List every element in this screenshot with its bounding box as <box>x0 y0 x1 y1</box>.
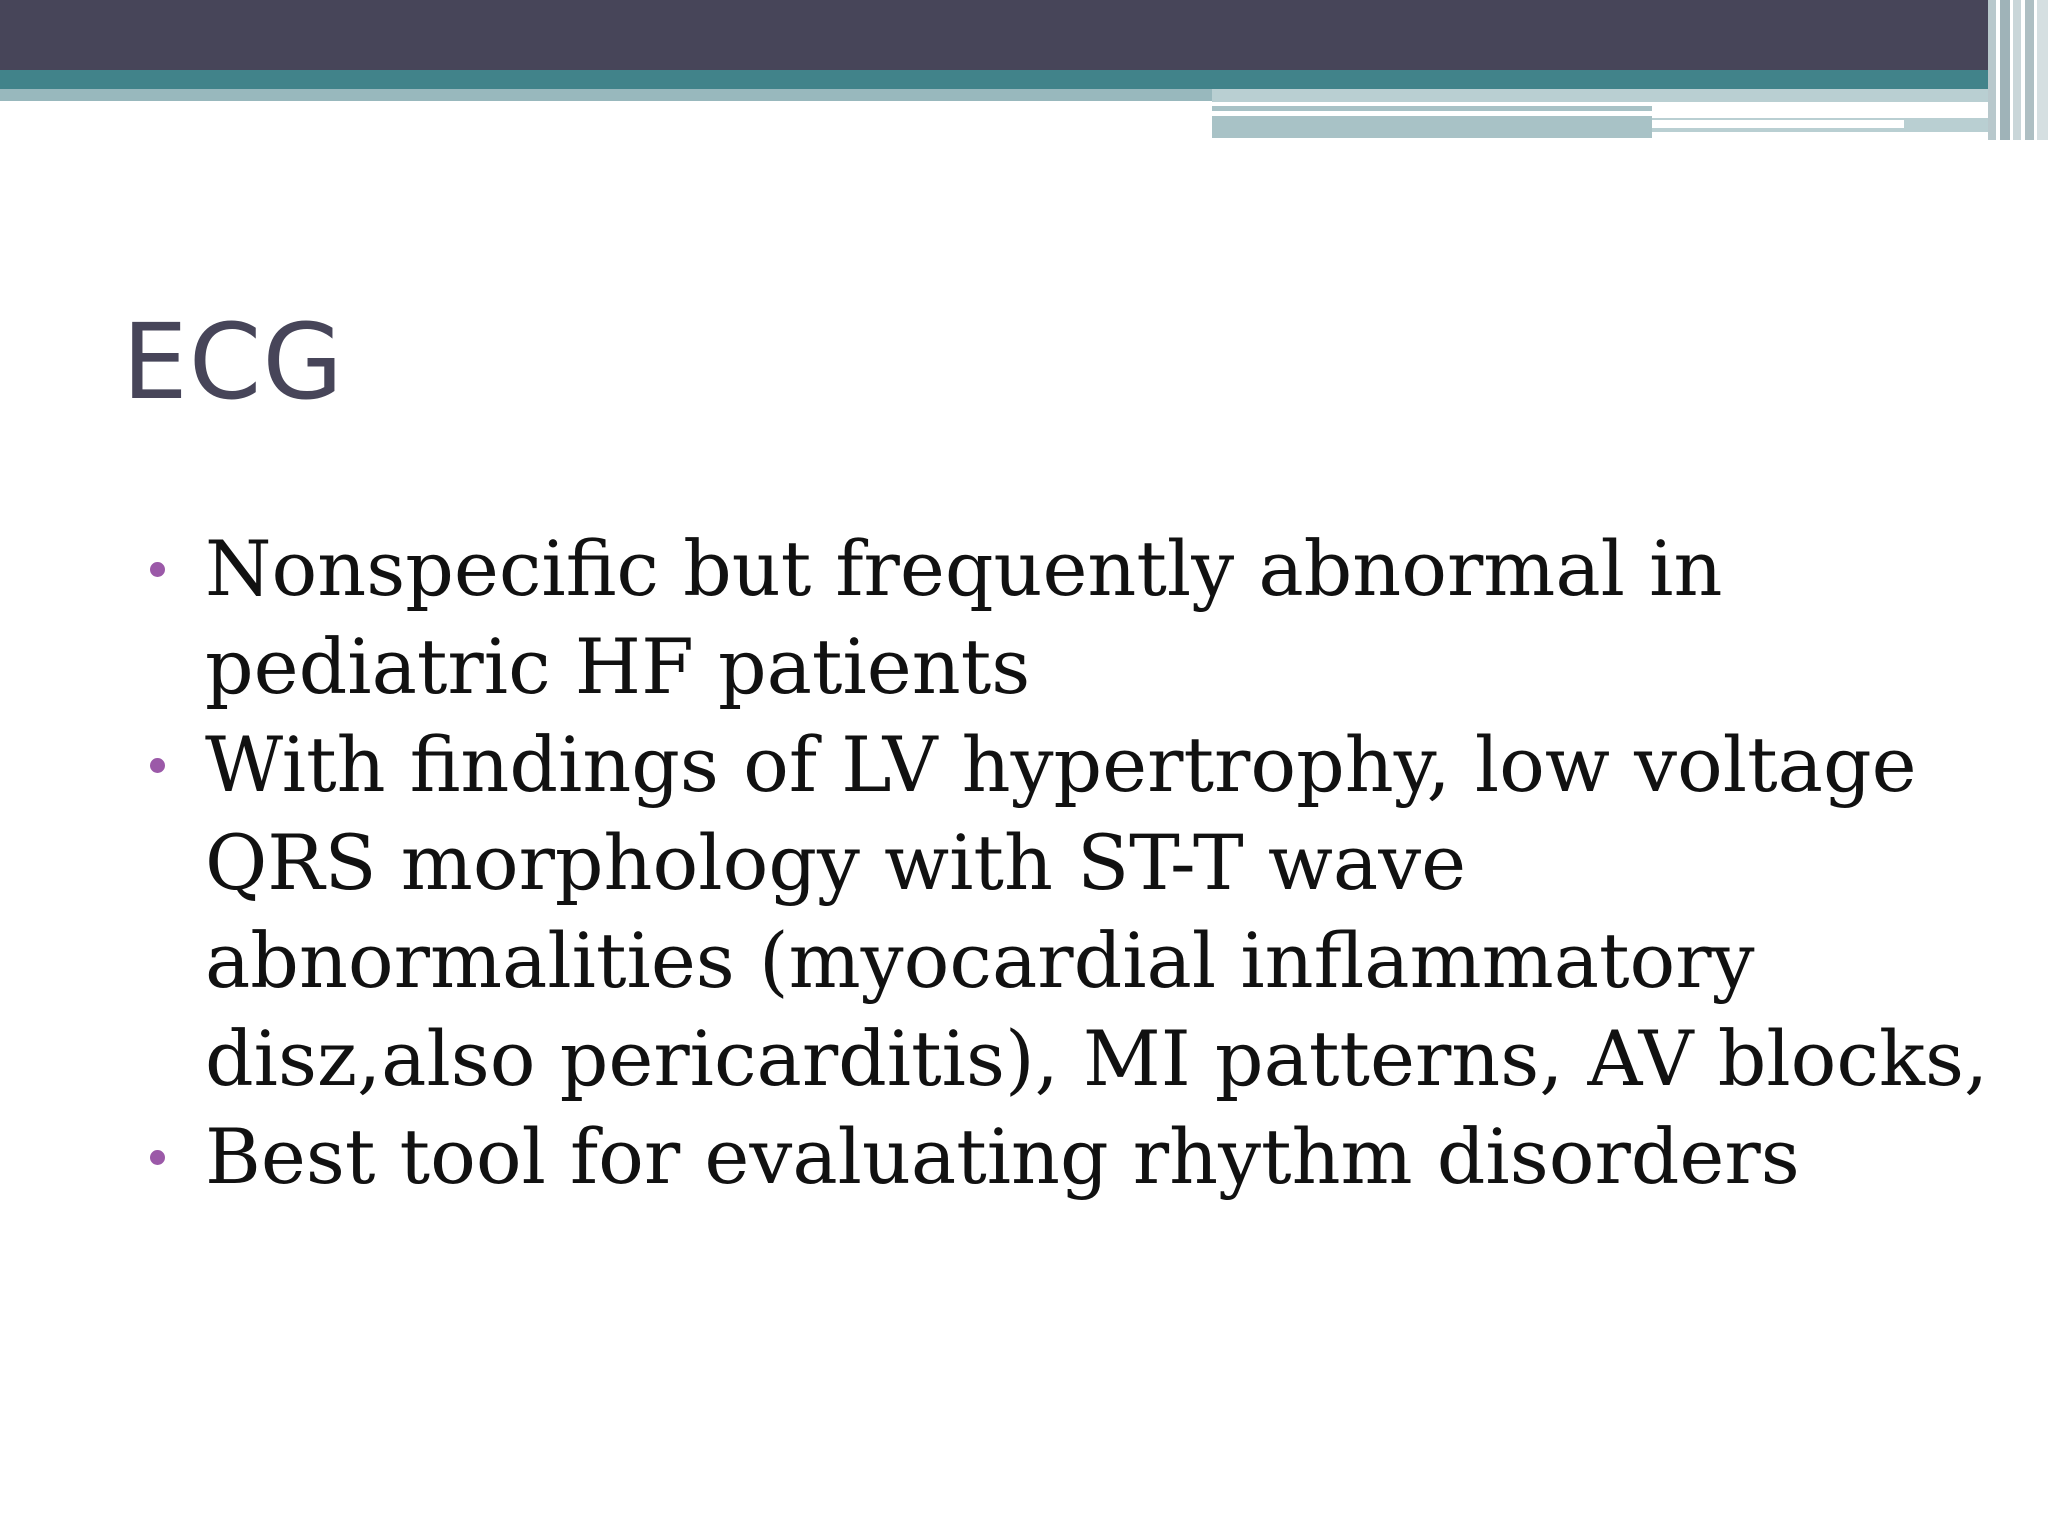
bullet-dot-icon <box>150 562 165 577</box>
bullet-item <box>150 520 2010 716</box>
bullet-item <box>150 1108 2010 1206</box>
bullet-text: Nonspecific but frequently abnormal in pediatric HF patients <box>205 524 1723 711</box>
header-band-light-right <box>1212 89 2048 102</box>
bullet-list <box>150 520 2010 1206</box>
slide-title: ECG <box>122 301 344 423</box>
header-band-dark <box>0 0 2048 70</box>
header-band-teal <box>0 70 2048 89</box>
bullet-dot-icon <box>150 758 165 773</box>
header-band-white-line-2 <box>1652 120 1904 128</box>
header-band-light-left <box>0 89 1212 101</box>
header-band-white-line <box>1212 111 1898 116</box>
header-stripes <box>1988 0 2048 140</box>
bullet-text: With findings of LV hypertrophy, low voltage QRS morphology with ST-T wave abnormalities (myocardial inflammatory disz,also pericarditis), MI patterns, AV blocks, <box>205 720 1989 1103</box>
bullet-text: Best tool for evaluating rhythm disorders <box>205 1112 1800 1201</box>
bullet-item <box>150 716 2010 1108</box>
bullet-dot-icon <box>150 1150 165 1165</box>
